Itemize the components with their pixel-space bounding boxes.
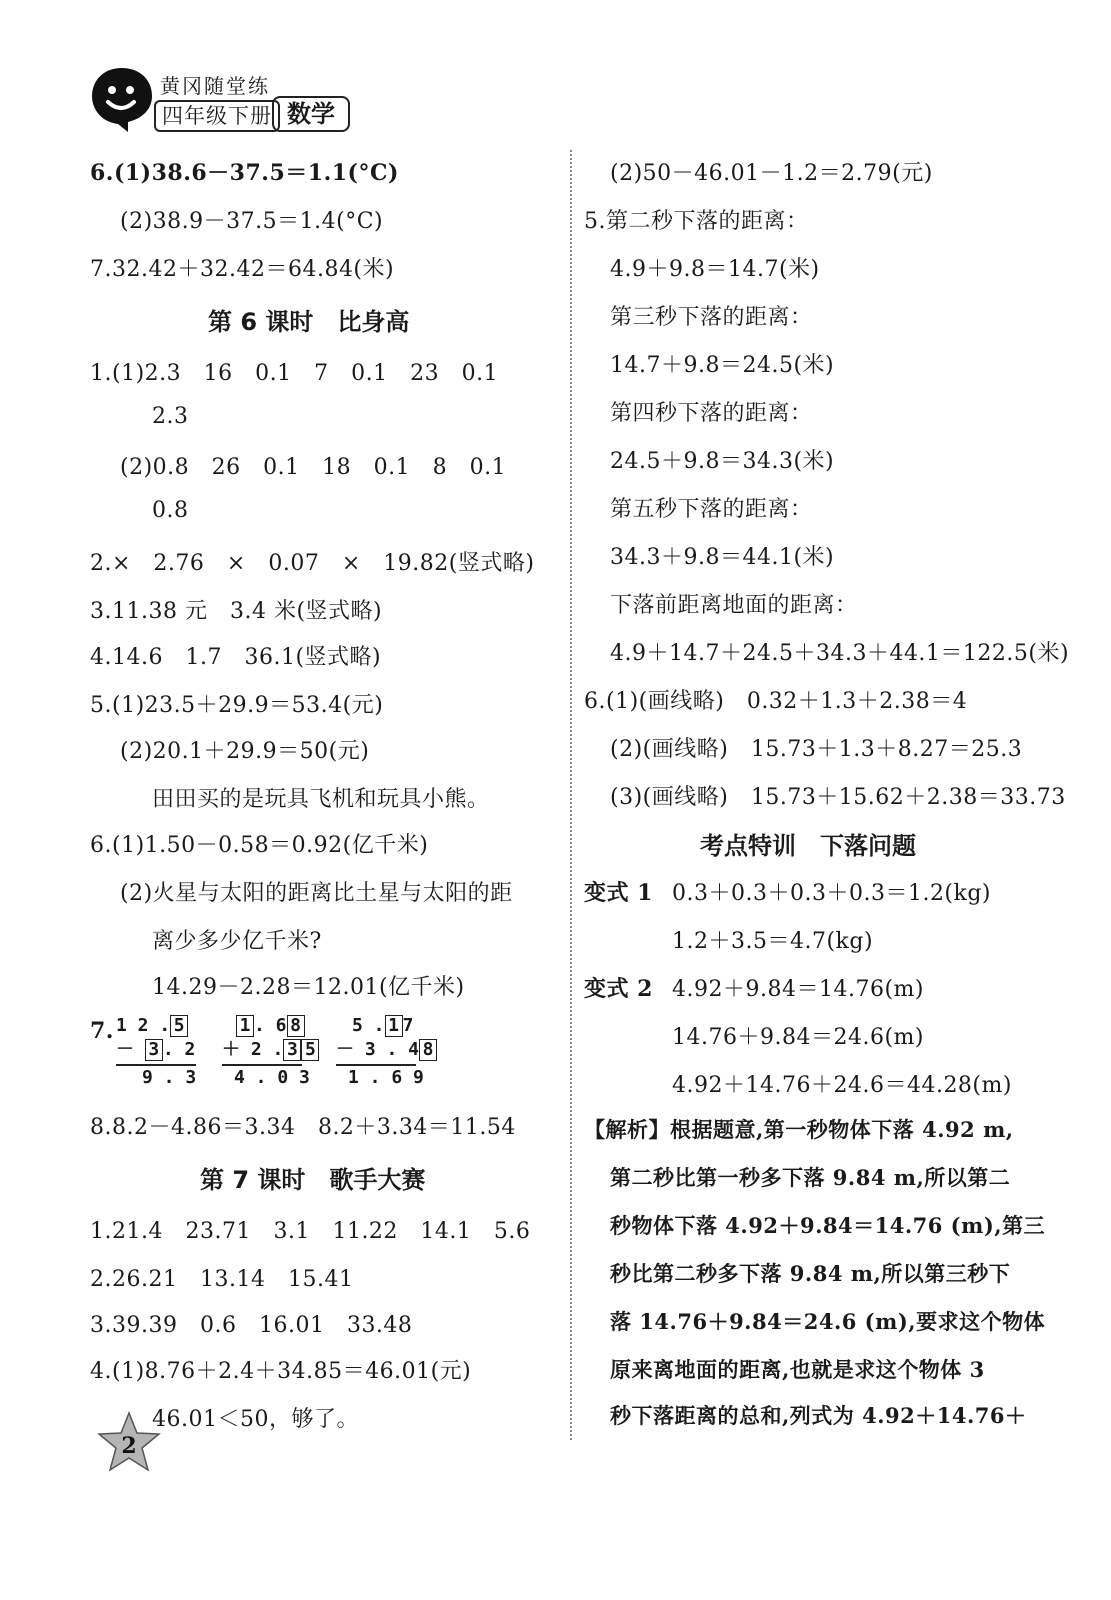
answer-line: 3.11.38 元 3.4 米(竖式略) [90, 599, 383, 624]
grade-label: 四年级下册 [154, 100, 280, 132]
answer-line: 46.01＜50，够了。 [152, 1407, 359, 1432]
answer-line: (2)火星与太阳的距离比土星与太阳的距 [120, 881, 513, 906]
answer-line: (2)(画线略) 15.73＋1.3＋8.27＝25.3 [610, 737, 1023, 762]
answer-line: 1.(1)2.3 16 0.1 7 0.1 23 0.1 [90, 361, 499, 386]
lesson-heading: 第 7 课时 歌手大赛 [200, 1166, 426, 1194]
answer-line: 4.14.6 1.7 36.1(竖式略) [90, 645, 382, 670]
question-number: 7. [90, 1018, 114, 1044]
answer-line: 2.× 2.76 × 0.07 × 19.82(竖式略) [90, 551, 535, 576]
vertical-calc-2: 1 . 6 8 ＋ 2 . 3 5 4 . 0 3 [222, 1014, 319, 1090]
section-heading: 考点特训 下落问题 [700, 832, 916, 860]
variant-label: 变式 1 [584, 880, 653, 906]
analysis-line: 秒下落距离的总和,列式为 4.92＋14.76＋ [610, 1403, 1027, 1428]
answer-line: 第五秒下落的距离： [610, 497, 813, 522]
answer-line: (2)38.9－37.5＝1.4(°C) [120, 209, 384, 234]
subject-label: 数学 [272, 96, 350, 132]
answer-line: 下落前距离地面的距离： [610, 593, 858, 618]
page-number-star [96, 1410, 162, 1476]
vertical-calc-1: 1 2 . 5 － 3 . 2 9 . 3 [116, 1015, 197, 1088]
answer-line: (2)20.1＋29.9＝50(元) [120, 739, 370, 764]
answer-line: 0.3＋0.3＋0.3＋0.3＝1.2(kg) [672, 881, 992, 906]
analysis-line: 第二秒比第一秒多下落 9.84 m,所以第二 [610, 1165, 1011, 1190]
answer-line: 1.21.4 23.71 3.1 11.22 14.1 5.6 [90, 1219, 531, 1244]
book-header [88, 64, 358, 140]
answer-line: 6.(1)38.6－37.5＝1.1(°C) [90, 160, 399, 186]
page-number: 2 [121, 1433, 137, 1459]
answer-line: 田田买的是玩具飞机和玩具小熊。 [152, 787, 490, 812]
answer-line: 4.9＋9.8＝14.7(米) [610, 257, 820, 282]
series-title: 黄冈随堂练 [160, 74, 270, 98]
analysis-line: 原来离地面的距离,也就是求这个物体 3 [610, 1357, 985, 1382]
answer-line: 1.2＋3.5＝4.7(kg) [672, 929, 874, 954]
analysis-line: 秒物体下落 4.92＋9.84＝14.76 (m),第三 [610, 1213, 1046, 1238]
answer-line: 2.26.21 13.14 15.41 [90, 1267, 354, 1292]
answer-line: 3.39.39 0.6 16.01 33.48 [90, 1313, 413, 1338]
answer-line: 7.32.42＋32.42＝64.84(米) [90, 257, 395, 282]
answer-line: 5.第二秒下落的距离： [584, 209, 809, 234]
answer-line: 5.(1)23.5＋29.9＝53.4(元) [90, 693, 384, 718]
answer-line: 2.3 [152, 404, 189, 429]
answer-line: (2)0.8 26 0.1 18 0.1 8 0.1 [120, 455, 507, 480]
smiley-icon [88, 64, 156, 132]
answer-line: 8.8.2－4.86＝3.34 8.2＋3.34＝11.54 [90, 1115, 516, 1140]
answer-line: 第三秒下落的距离： [610, 305, 813, 330]
answer-line: 14.76＋9.84＝24.6(m) [672, 1025, 924, 1050]
answer-line: 4.9＋14.7＋24.5＋34.3＋44.1＝122.5(米) [610, 641, 1070, 666]
answer-line: 14.29－2.28＝12.01(亿千米) [152, 975, 465, 1000]
answer-line: 24.5＋9.8＝34.3(米) [610, 449, 835, 474]
answer-line: (2)50－46.01－1.2＝2.79(元) [610, 161, 933, 186]
answer-line: (3)(画线略) 15.73＋15.62＋2.38＝33.73 [610, 785, 1066, 810]
analysis-line: 【解析】根据题意,第一秒物体下落 4.92 m, [584, 1117, 1014, 1142]
answer-line: 6.(1)1.50－0.58＝0.92(亿千米) [90, 833, 429, 858]
column-divider [570, 150, 572, 1440]
variant-label: 变式 2 [584, 976, 653, 1002]
answer-line: 离少多少亿千米? [152, 929, 322, 954]
vertical-calc-3: 5 . 1 7 － 3 . 4 8 1 . 6 9 [336, 1014, 437, 1090]
answer-line: 0.8 [152, 498, 189, 523]
answer-line: 4.92＋9.84＝14.76(m) [672, 977, 924, 1002]
answer-line: 6.(1)(画线略) 0.32＋1.3＋2.38＝4 [584, 689, 968, 714]
analysis-line: 秒比第二秒多下落 9.84 m,所以第三秒下 [610, 1261, 1011, 1286]
answer-line: 4.92＋14.76＋24.6＝44.28(m) [672, 1073, 1012, 1098]
answer-line: 14.7＋9.8＝24.5(米) [610, 353, 835, 378]
answer-line: 4.(1)8.76＋2.4＋34.85＝46.01(元) [90, 1359, 472, 1384]
answer-line: 第四秒下落的距离： [610, 401, 813, 426]
answer-line: 34.3＋9.8＝44.1(米) [610, 545, 835, 570]
analysis-line: 落 14.76＋9.84＝24.6 (m),要求这个物体 [610, 1309, 1046, 1334]
lesson-heading: 第 6 课时 比身高 [208, 308, 410, 336]
